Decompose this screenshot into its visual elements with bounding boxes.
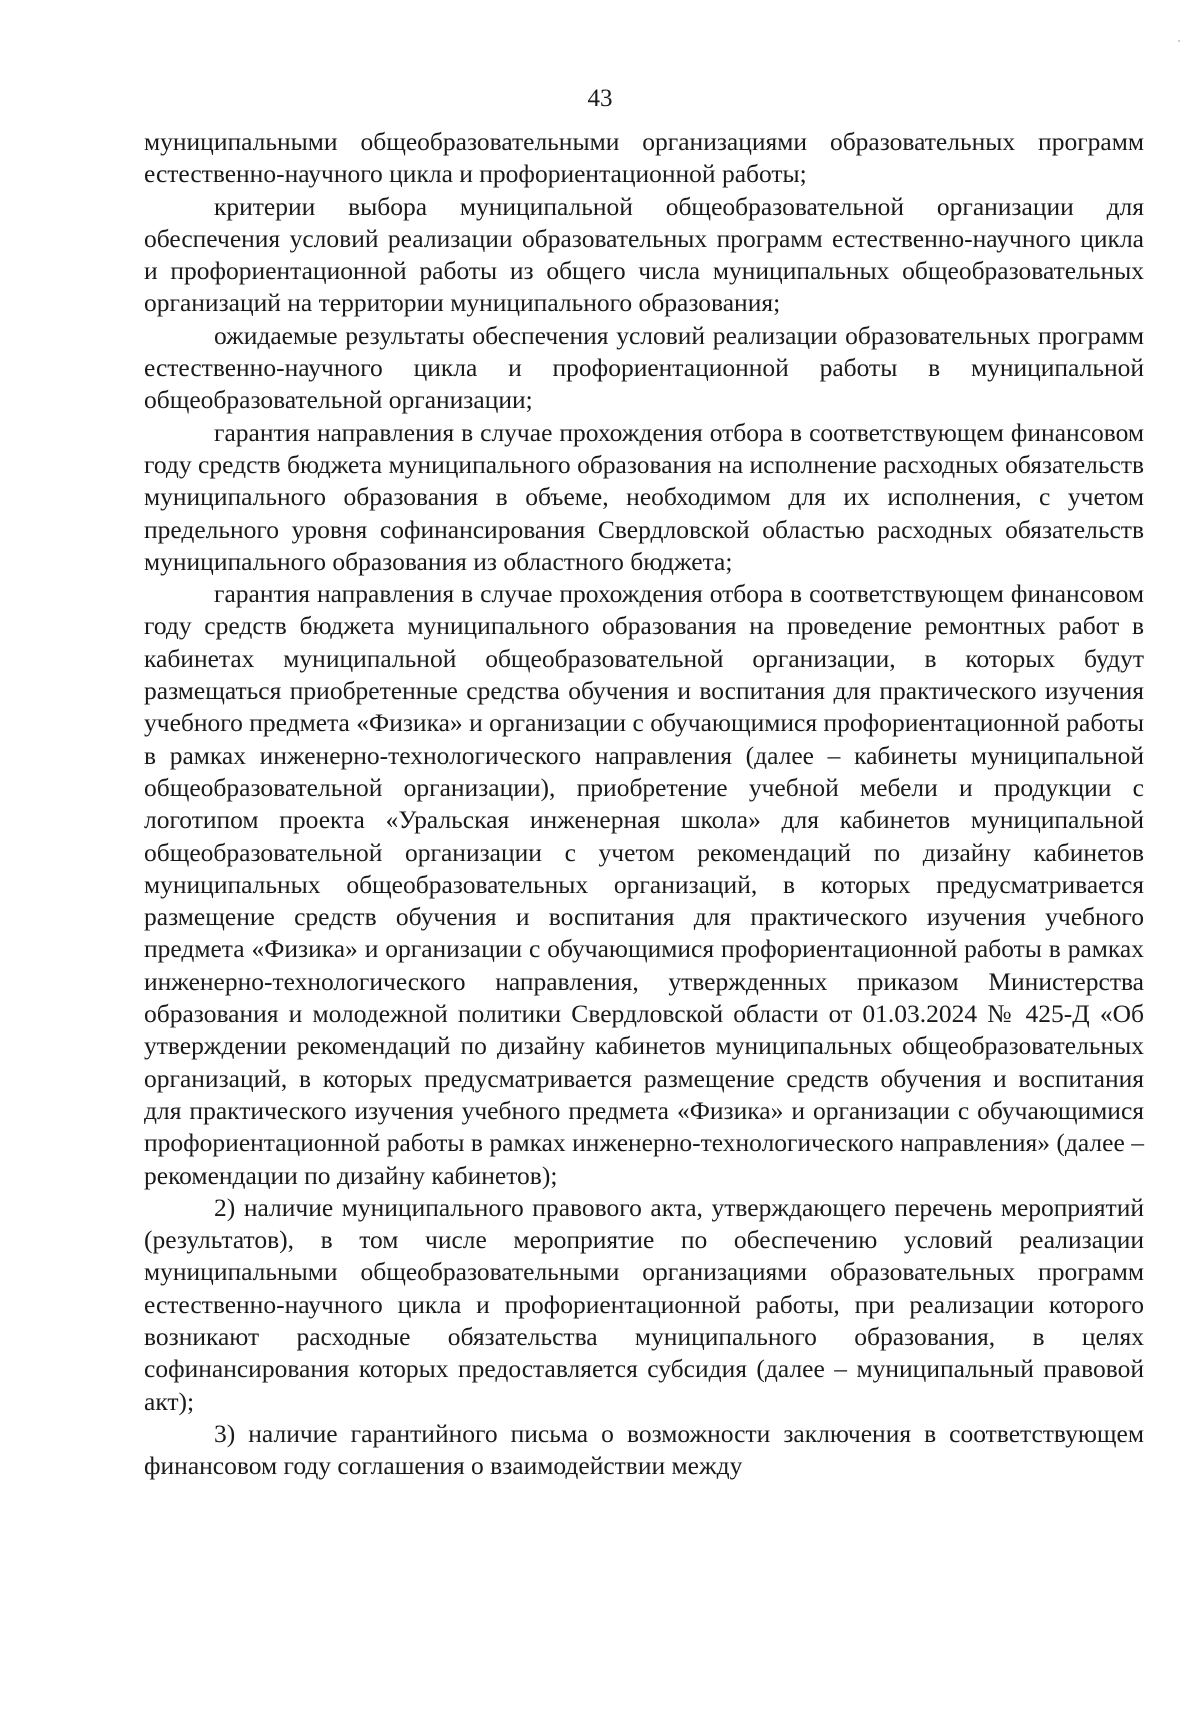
paragraph-continuation: муниципальными общеобразовательными организациями образовательных программ естественно-научного цикла и профориентационной работы; (144, 127, 1144, 189)
paragraph-item-3: 3) наличие гарантийного письма о возможности заключения в соответствующем финансовом году соглашения о взаимодействии между (144, 1418, 1144, 1481)
paragraph-budget-guarantee: гарантия направления в случае прохождения отбора в соответствующем финансовом году средств бюджета муниципального образования на исполнение расходных обязательств муниципального образования в объеме, необходимом для их исполнения, с учетом предельного уровня софинансирования Свердловской областью расходных обязательств муниципального образования из областного бюджета; (144, 417, 1144, 576)
paragraph-item-2: 2) наличие муниципального правового акта, утверждающего перечень мероприятий (результатов), в том числе мероприятие по обеспечению условий реализации муниципальными общеобразовательными организациями образовательных программ естественно-научного цикла и профориентационной работы, при реализации которого возникают расходные обязательства муниципального образования, в целях софинансирования которых предоставляется субсидия (далее – муниципальный правовой акт); (144, 1192, 1144, 1416)
scan-dot (1178, 40, 1180, 42)
paragraph-expected-results: ожидаемые результаты обеспечения условий реализации образовательных программ естественно-научного цикла и профориентационной работы в муниципальной общеобразовательной организации; (144, 320, 1144, 415)
document-body (144, 126, 1144, 1482)
paragraph-repair-guarantee: гарантия направления в случае прохождения отбора в соответствующем финансовом году средств бюджета муниципального образования на проведение ремонтных работ в кабинетах муниципальной общеобразовательной организации, в которых будут размещаться приобретенные средства обучения и воспитания для практического изучения учебного предмета «Физика» и организации с обучающимися профориентационной работы в рамках инженерно-технологического направления (далее – кабинеты муниципальной общеобразовательной организации), приобретение учебной мебели и продукции с логотипом проекта «Уральская инженерная школа» для кабинетов муниципальной общеобразовательной организации с учетом рекомендаций по дизайну кабинетов муниципальных общеобразовательных организаций, в которых предусматривается размещение средств обучения и воспитания для практического изучения учебного предмета «Физика» и организации с обучающимися профориентационной работы в рамках инженерно-технологического направления, утвержденных приказом Министерства образования и молодежной политики Свердловской области от 01.03.2024 № 425-Д «Об утверждении рекомендаций по дизайну кабинетов муниципальных общеобразовательных организаций, в которых предусматривается размещение средств обучения и воспитания для практического изучения учебного предмета «Физика» и организации с обучающимися профориентационной работы в рамках инженерно-технологического направления» (далее – рекомендации по дизайну кабинетов); (144, 579, 1144, 1190)
page-number: 43 (587, 85, 613, 112)
paragraph-selection-criteria: критерии выбора муниципальной общеобразовательной организации для обеспечения условий реализации образовательных программ естественно-научного цикла и профориентационной работы из общего числа муниципальных общеобразовательных организаций на территории муниципального образования; (144, 191, 1144, 318)
